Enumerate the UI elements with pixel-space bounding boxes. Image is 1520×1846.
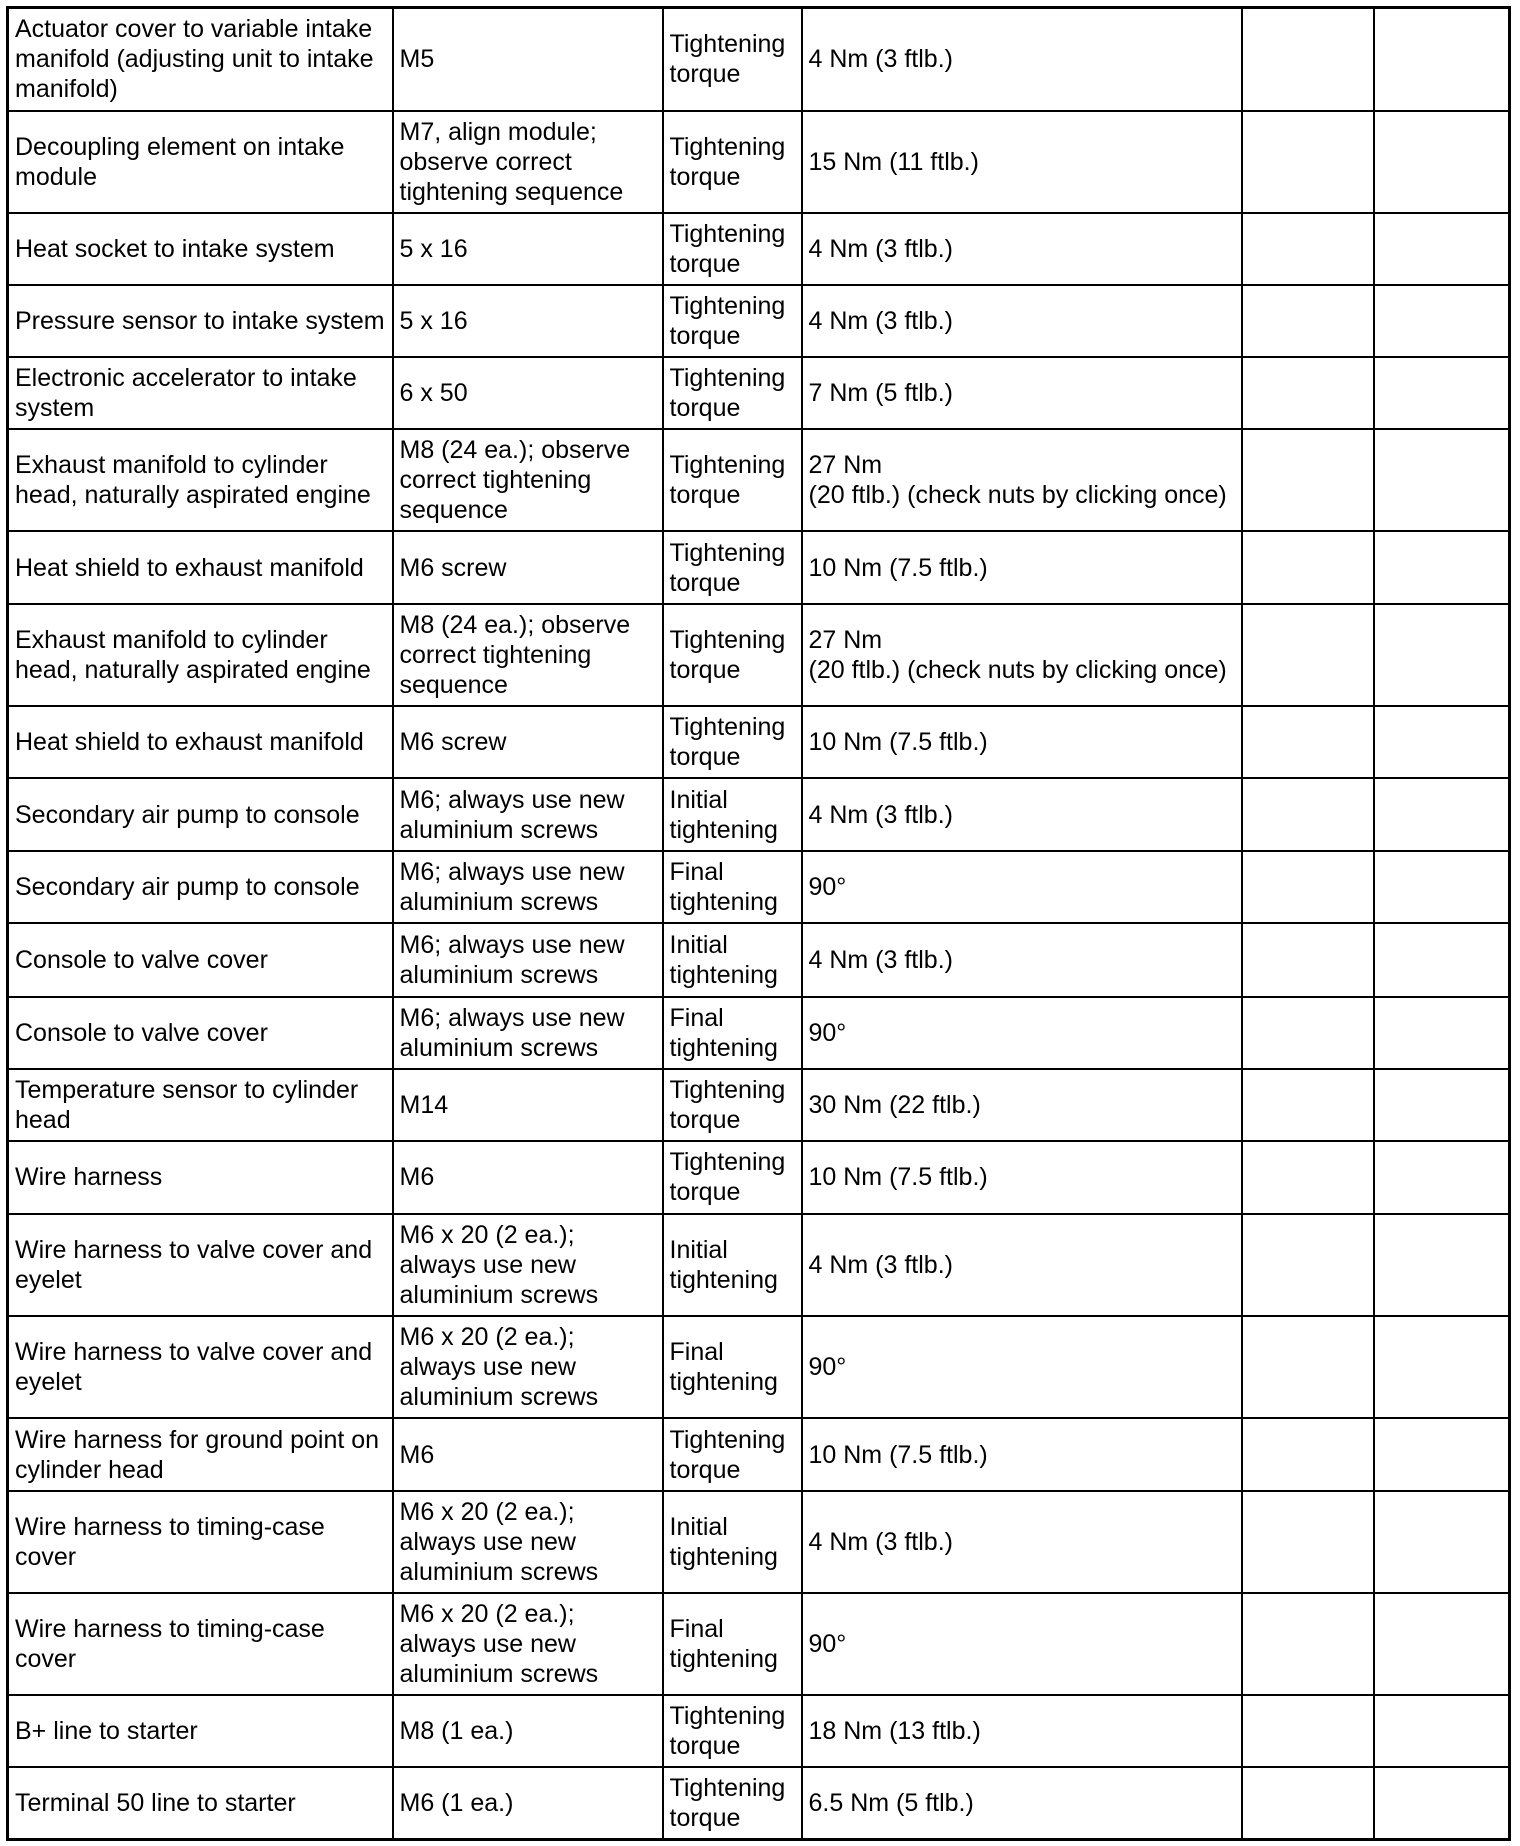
empty-cell — [1242, 1418, 1374, 1491]
empty-cell — [1242, 1214, 1374, 1316]
component-description: Temperature sensor to cylinder head — [8, 1069, 393, 1141]
torque-value: 4 Nm (3 ftlb.) — [802, 8, 1242, 111]
fastener-spec: M6 x 20 (2 ea.); always use new aluminium screws — [393, 1214, 663, 1316]
empty-cell — [1374, 997, 1510, 1069]
tightening-step: Tightening torque — [663, 1767, 802, 1839]
tightening-step: Tightening torque — [663, 706, 802, 778]
empty-cell — [1242, 285, 1374, 357]
empty-cell — [1242, 706, 1374, 778]
torque-value: 90° — [802, 1593, 1242, 1695]
fastener-spec: M6 (1 ea.) — [393, 1767, 663, 1839]
fastener-spec: M6 x 20 (2 ea.); always use new aluminium screws — [393, 1593, 663, 1695]
fastener-spec: M8 (24 ea.); observe correct tightening sequence — [393, 429, 663, 531]
tightening-step: Tightening torque — [663, 8, 802, 111]
component-description: Wire harness to timing-case cover — [8, 1593, 393, 1695]
fastener-spec: M8 (24 ea.); observe correct tightening sequence — [393, 604, 663, 706]
tightening-step: Initial tightening — [663, 1214, 802, 1316]
tightening-step: Tightening torque — [663, 357, 802, 429]
component-description: Pressure sensor to intake system — [8, 285, 393, 357]
empty-cell — [1374, 1767, 1510, 1839]
fastener-spec: M6; always use new aluminium screws — [393, 997, 663, 1069]
document-page — [6, 6, 1508, 1841]
empty-cell — [1242, 778, 1374, 851]
fastener-spec: M6; always use new aluminium screws — [393, 851, 663, 923]
torque-value: 4 Nm (3 ftlb.) — [802, 285, 1242, 357]
torque-value: 4 Nm (3 ftlb.) — [802, 1491, 1242, 1593]
empty-cell — [1374, 1069, 1510, 1141]
table-row — [8, 1418, 1510, 1491]
fastener-spec: M6 x 20 (2 ea.); always use new aluminium screws — [393, 1491, 663, 1593]
fastener-spec: M6; always use new aluminium screws — [393, 778, 663, 851]
table-row — [8, 604, 1510, 706]
empty-cell — [1374, 285, 1510, 357]
torque-value: 15 Nm (11 ftlb.) — [802, 111, 1242, 213]
component-description: Console to valve cover — [8, 997, 393, 1069]
component-description: Heat shield to exhaust manifold — [8, 531, 393, 604]
fastener-spec: M14 — [393, 1069, 663, 1141]
torque-value: 90° — [802, 851, 1242, 923]
fastener-spec: M6 — [393, 1141, 663, 1214]
component-description: Exhaust manifold to cylinder head, naturally aspirated engine — [8, 429, 393, 531]
tightening-step: Tightening torque — [663, 1418, 802, 1491]
fastener-spec: 5 x 16 — [393, 285, 663, 357]
component-description: Terminal 50 line to starter — [8, 1767, 393, 1839]
empty-cell — [1374, 531, 1510, 604]
fastener-spec: M6 x 20 (2 ea.); always use new aluminium screws — [393, 1316, 663, 1418]
torque-spec-body — [8, 8, 1510, 1840]
empty-cell — [1242, 1767, 1374, 1839]
torque-value: 90° — [802, 997, 1242, 1069]
empty-cell — [1242, 1316, 1374, 1418]
empty-cell — [1374, 429, 1510, 531]
empty-cell — [1242, 429, 1374, 531]
torque-value: 10 Nm (7.5 ftlb.) — [802, 531, 1242, 604]
table-row — [8, 706, 1510, 778]
torque-value: 6.5 Nm (5 ftlb.) — [802, 1767, 1242, 1839]
empty-cell — [1374, 778, 1510, 851]
fastener-spec: M6; always use new aluminium screws — [393, 923, 663, 996]
table-row — [8, 285, 1510, 357]
empty-cell — [1242, 923, 1374, 996]
fastener-spec: 6 x 50 — [393, 357, 663, 429]
tightening-step: Final tightening — [663, 851, 802, 923]
torque-value: 90° — [802, 1316, 1242, 1418]
table-row — [8, 1214, 1510, 1316]
component-description: Heat socket to intake system — [8, 213, 393, 285]
empty-cell — [1242, 1593, 1374, 1695]
component-description: Heat shield to exhaust manifold — [8, 706, 393, 778]
table-row — [8, 111, 1510, 213]
table-row — [8, 923, 1510, 996]
torque-value: 7 Nm (5 ftlb.) — [802, 357, 1242, 429]
fastener-spec: M8 (1 ea.) — [393, 1695, 663, 1767]
tightening-step: Tightening torque — [663, 1695, 802, 1767]
empty-cell — [1374, 1214, 1510, 1316]
table-row — [8, 1316, 1510, 1418]
torque-value: 10 Nm (7.5 ftlb.) — [802, 1418, 1242, 1491]
tightening-step: Tightening torque — [663, 604, 802, 706]
torque-value: 4 Nm (3 ftlb.) — [802, 213, 1242, 285]
table-row — [8, 8, 1510, 111]
torque-value: 4 Nm (3 ftlb.) — [802, 778, 1242, 851]
torque-value: 18 Nm (13 ftlb.) — [802, 1695, 1242, 1767]
empty-cell — [1242, 997, 1374, 1069]
empty-cell — [1374, 604, 1510, 706]
empty-cell — [1242, 357, 1374, 429]
table-row — [8, 851, 1510, 923]
tightening-step: Tightening torque — [663, 285, 802, 357]
table-row — [8, 997, 1510, 1069]
fastener-spec: M5 — [393, 8, 663, 111]
empty-cell — [1374, 706, 1510, 778]
fastener-spec: M6 screw — [393, 706, 663, 778]
torque-value: 10 Nm (7.5 ftlb.) — [802, 1141, 1242, 1214]
tightening-step: Tightening torque — [663, 429, 802, 531]
fastener-spec: M6 screw — [393, 531, 663, 604]
empty-cell — [1242, 213, 1374, 285]
table-row — [8, 1767, 1510, 1839]
empty-cell — [1242, 531, 1374, 604]
empty-cell — [1374, 213, 1510, 285]
table-row — [8, 778, 1510, 851]
table-row — [8, 1695, 1510, 1767]
empty-cell — [1242, 1141, 1374, 1214]
component-description: Console to valve cover — [8, 923, 393, 996]
empty-cell — [1242, 1695, 1374, 1767]
tightening-step: Initial tightening — [663, 778, 802, 851]
tightening-step: Tightening torque — [663, 1141, 802, 1214]
tightening-step: Tightening torque — [663, 111, 802, 213]
empty-cell — [1242, 111, 1374, 213]
empty-cell — [1242, 8, 1374, 111]
empty-cell — [1374, 851, 1510, 923]
table-row — [8, 1141, 1510, 1214]
table-row — [8, 213, 1510, 285]
torque-value: 4 Nm (3 ftlb.) — [802, 923, 1242, 996]
empty-cell — [1242, 604, 1374, 706]
table-row — [8, 357, 1510, 429]
tightening-step: Final tightening — [663, 1316, 802, 1418]
torque-value: 4 Nm (3 ftlb.) — [802, 1214, 1242, 1316]
empty-cell — [1242, 1491, 1374, 1593]
tightening-step: Tightening torque — [663, 531, 802, 604]
empty-cell — [1242, 851, 1374, 923]
component-description: Wire harness for ground point on cylinder head — [8, 1418, 393, 1491]
torque-value: 30 Nm (22 ftlb.) — [802, 1069, 1242, 1141]
empty-cell — [1374, 8, 1510, 111]
empty-cell — [1374, 923, 1510, 996]
component-description: Decoupling element on intake module — [8, 111, 393, 213]
component-description: Electronic accelerator to intake system — [8, 357, 393, 429]
empty-cell — [1374, 1593, 1510, 1695]
component-description: Wire harness — [8, 1141, 393, 1214]
empty-cell — [1374, 1491, 1510, 1593]
empty-cell — [1374, 1316, 1510, 1418]
table-row — [8, 1069, 1510, 1141]
empty-cell — [1374, 1141, 1510, 1214]
component-description: Exhaust manifold to cylinder head, naturally aspirated engine — [8, 604, 393, 706]
component-description: Actuator cover to variable intake manifold (adjusting unit to intake manifold) — [8, 8, 393, 111]
tightening-step: Tightening torque — [663, 213, 802, 285]
torque-value: 27 Nm (20 ftlb.) (check nuts by clicking once) — [802, 604, 1242, 706]
component-description: B+ line to starter — [8, 1695, 393, 1767]
empty-cell — [1374, 1695, 1510, 1767]
component-description: Secondary air pump to console — [8, 778, 393, 851]
component-description: Wire harness to valve cover and eyelet — [8, 1316, 393, 1418]
component-description: Secondary air pump to console — [8, 851, 393, 923]
fastener-spec: M7, align module; observe correct tightening sequence — [393, 111, 663, 213]
table-row — [8, 1491, 1510, 1593]
tightening-step: Initial tightening — [663, 1491, 802, 1593]
table-row — [8, 429, 1510, 531]
empty-cell — [1374, 111, 1510, 213]
tightening-step: Tightening torque — [663, 1069, 802, 1141]
torque-value: 27 Nm (20 ftlb.) (check nuts by clicking once) — [802, 429, 1242, 531]
fastener-spec: 5 x 16 — [393, 213, 663, 285]
empty-cell — [1374, 1418, 1510, 1491]
table-row — [8, 1593, 1510, 1695]
fastener-spec: M6 — [393, 1418, 663, 1491]
torque-spec-table — [6, 6, 1511, 1841]
tightening-step: Final tightening — [663, 997, 802, 1069]
tightening-step: Final tightening — [663, 1593, 802, 1695]
tightening-step: Initial tightening — [663, 923, 802, 996]
component-description: Wire harness to timing-case cover — [8, 1491, 393, 1593]
empty-cell — [1242, 1069, 1374, 1141]
empty-cell — [1374, 357, 1510, 429]
torque-value: 10 Nm (7.5 ftlb.) — [802, 706, 1242, 778]
table-row — [8, 531, 1510, 604]
component-description: Wire harness to valve cover and eyelet — [8, 1214, 393, 1316]
